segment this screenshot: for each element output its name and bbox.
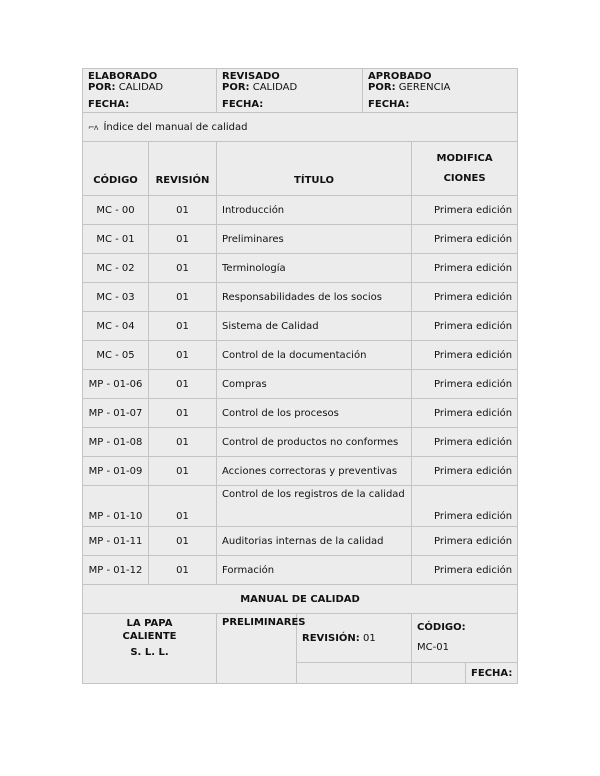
quality-manual-form <box>82 68 518 684</box>
section-cell: PRELIMINARES <box>217 614 297 684</box>
footer-revision-value: 01 <box>363 632 376 644</box>
table-row <box>83 312 518 341</box>
row-codigo: MP - 01-08 <box>83 428 149 457</box>
row-modificaciones: Primera edición <box>412 428 518 457</box>
company-name-line3: S. L. L. <box>130 647 169 658</box>
row-codigo: MC - 02 <box>83 254 149 283</box>
col-revision: REVISIÓN <box>149 142 217 196</box>
footer-blank-cell <box>297 663 412 684</box>
index-anchor-icon: ⌐ᴧ <box>88 122 98 132</box>
table-row <box>83 283 518 312</box>
table-row <box>83 341 518 370</box>
row-titulo: Compras <box>217 370 412 399</box>
table-row <box>83 556 518 585</box>
row-modificaciones: Primera edición <box>412 399 518 428</box>
col-codigo: CÓDIGO <box>83 142 149 196</box>
aprobado-por-value: GERENCIA <box>398 82 451 93</box>
row-modificaciones: Primera edición <box>412 556 518 585</box>
company-name-line2: CALIENTE <box>122 631 177 642</box>
row-revision: 01 <box>149 196 217 225</box>
table-row <box>83 254 518 283</box>
elaborado-cell <box>83 69 217 113</box>
elaborado-title: ELABORADO <box>88 71 158 82</box>
row-modificaciones: Primera edición <box>412 527 518 556</box>
aprobado-por-label: POR: <box>368 82 396 93</box>
row-revision: 01 <box>149 457 217 486</box>
table-row <box>83 196 518 225</box>
row-titulo: Formación <box>217 556 412 585</box>
row-titulo: Control de productos no conformes <box>217 428 412 457</box>
col-modifica-line1: MODIFICA <box>436 152 493 164</box>
row-revision: 01 <box>149 399 217 428</box>
row-titulo: Acciones correctoras y preventivas <box>217 457 412 486</box>
footer-codigo-label: CÓDIGO: <box>417 622 466 633</box>
company-cell <box>83 614 217 684</box>
row-modificaciones: Primera edición <box>412 312 518 341</box>
row-revision: 01 <box>149 556 217 585</box>
row-revision: 01 <box>149 312 217 341</box>
footer-title: MANUAL DE CALIDAD <box>83 585 518 614</box>
company-name-line1: LA PAPA <box>126 618 173 629</box>
row-codigo: MP - 01-09 <box>83 457 149 486</box>
revisado-por-label: POR: <box>222 82 250 93</box>
elaborado-por-label: POR: <box>88 82 116 93</box>
row-revision: 01 <box>149 225 217 254</box>
row-modificaciones: Primera edición <box>412 196 518 225</box>
row-revision: 01 <box>149 370 217 399</box>
row-codigo: MC - 03 <box>83 283 149 312</box>
row-revision: 01 <box>149 486 217 527</box>
row-revision: 01 <box>149 254 217 283</box>
footer-title-row <box>83 585 518 614</box>
codigo-cell <box>412 614 518 663</box>
row-titulo: Sistema de Calidad <box>217 312 412 341</box>
footer-codigo-value: MC-01 <box>417 642 449 653</box>
footer-fecha-label: FECHA: <box>466 663 518 684</box>
revisado-cell <box>217 69 363 113</box>
row-modificaciones: Primera edición <box>412 283 518 312</box>
table-row <box>83 486 518 527</box>
row-titulo: Introducción <box>217 196 412 225</box>
index-title-cell <box>83 113 518 142</box>
row-modificaciones: Primera edición <box>412 225 518 254</box>
table-row <box>83 370 518 399</box>
table-row <box>83 527 518 556</box>
row-modificaciones: Primera edición <box>412 341 518 370</box>
col-titulo: TÍTULO <box>217 142 412 196</box>
revision-cell <box>297 614 412 663</box>
row-revision: 01 <box>149 428 217 457</box>
row-titulo: Preliminares <box>217 225 412 254</box>
col-modificaciones <box>412 142 518 196</box>
row-titulo: Auditorias internas de la calidad <box>217 527 412 556</box>
row-codigo: MC - 05 <box>83 341 149 370</box>
row-modificaciones: Primera edición <box>412 370 518 399</box>
row-modificaciones: Primera edición <box>412 254 518 283</box>
row-titulo: Terminología <box>217 254 412 283</box>
footer-blank-cell-2 <box>412 663 466 684</box>
row-codigo: MP - 01-12 <box>83 556 149 585</box>
column-header-row <box>83 142 518 196</box>
row-codigo: MC - 04 <box>83 312 149 341</box>
row-codigo: MP - 01-10 <box>83 486 149 527</box>
aprobado-title: APROBADO <box>368 71 432 82</box>
revisado-por-value: CALIDAD <box>252 82 298 93</box>
row-revision: 01 <box>149 283 217 312</box>
row-codigo: MP - 01-07 <box>83 399 149 428</box>
col-modifica-line2: CIONES <box>443 172 486 184</box>
row-codigo: MC - 00 <box>83 196 149 225</box>
elaborado-por-value: CALIDAD <box>118 82 164 93</box>
revisado-title: REVISADO <box>222 71 280 82</box>
row-codigo: MC - 01 <box>83 225 149 254</box>
aprobado-fecha-label: FECHA: <box>368 99 410 110</box>
table-row <box>83 225 518 254</box>
revisado-fecha-label: FECHA: <box>222 99 264 110</box>
approval-header <box>83 69 518 113</box>
row-modificaciones: Primera edición <box>412 457 518 486</box>
table-row <box>83 457 518 486</box>
row-modificaciones: Primera edición <box>412 486 518 527</box>
index-title-row <box>83 113 518 142</box>
row-titulo: Responsabilidades de los socios <box>217 283 412 312</box>
row-revision: 01 <box>149 341 217 370</box>
index-title: Índice del manual de calidad <box>103 121 248 133</box>
row-revision: 01 <box>149 527 217 556</box>
row-titulo: Control de la documentación <box>217 341 412 370</box>
footer-revision-label: REVISIÓN: <box>302 632 360 644</box>
row-titulo: Control de los registros de la calidad <box>217 486 412 527</box>
aprobado-cell <box>363 69 518 113</box>
row-titulo: Control de los procesos <box>217 399 412 428</box>
table-row <box>83 428 518 457</box>
table-row <box>83 399 518 428</box>
row-codigo: MP - 01-11 <box>83 527 149 556</box>
row-codigo: MP - 01-06 <box>83 370 149 399</box>
footer-info-row <box>83 614 518 663</box>
elaborado-fecha-label: FECHA: <box>88 99 130 110</box>
